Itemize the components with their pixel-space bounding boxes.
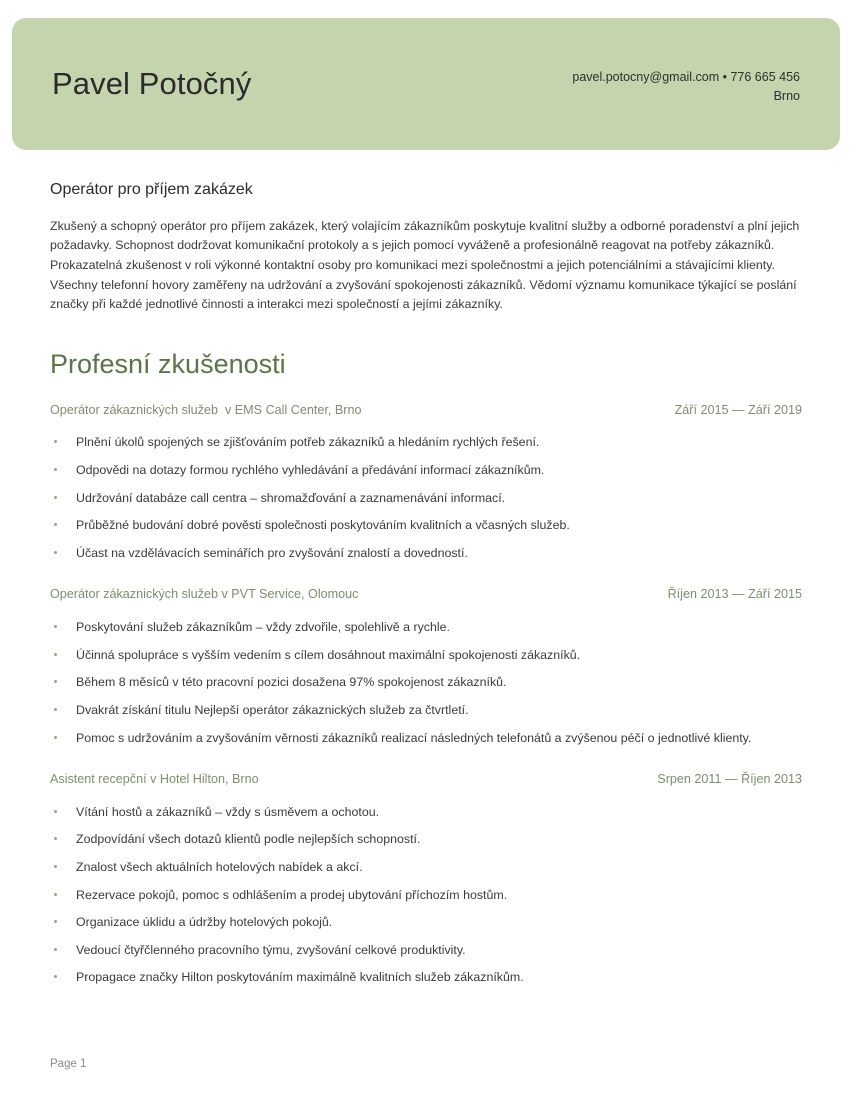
bullet-dot-icon (54, 948, 57, 951)
bullet-dot-icon (54, 468, 57, 471)
header-banner (12, 18, 840, 150)
bullet-dot-icon (54, 893, 57, 896)
experience-entry-header (50, 586, 802, 604)
section-experience (50, 349, 802, 987)
list-item-label: Účinná spolupráce s vyšším vedením s cílem dosáhnout maximální spokojenosti zákazníků. (76, 647, 581, 662)
bullet-dot-icon (54, 496, 57, 499)
header-inner (52, 18, 800, 150)
experience-bullet-list (50, 433, 802, 562)
contact-city: Brno (773, 89, 800, 103)
experience-entry-dates: Srpen 2011 — Říjen 2013 (657, 772, 802, 787)
list-item-label: Znalost všech aktuálních hotelových nabídek a akcí. (76, 860, 363, 874)
list-item (50, 830, 802, 849)
document-content (50, 180, 802, 989)
experience-bullet-list (50, 803, 802, 987)
list-item (50, 858, 802, 877)
experience-entry-role: Asistent recepční v Hotel Hilton, Brno (50, 772, 259, 787)
list-item (50, 516, 802, 535)
list-item (50, 941, 802, 960)
section-heading-experience: Profesní zkušenosti (50, 348, 286, 379)
bullet-dot-icon (54, 551, 57, 554)
experience-entry-list (50, 402, 802, 987)
bullet-dot-icon (54, 625, 57, 628)
contact-block (572, 62, 800, 107)
list-item-label: Během 8 měsíců v této pracovní pozici dosažena 97% spokojenost zákazníků. (76, 675, 507, 690)
bullet-dot-icon (54, 865, 57, 868)
list-item (50, 461, 802, 480)
experience-entry (50, 586, 802, 747)
experience-entry-role: Operátor zákaznických služeb v PVT Service, Olomouc (50, 587, 359, 602)
experience-entry (50, 771, 802, 987)
list-item-label: Rezervace pokojů, pomoc s odhlášením a prodej ubytování příchozím hostům. (76, 887, 508, 902)
list-item-label: Vedoucí čtyřčlenného pracovního týmu, zvyšování celkové produktivity. (76, 942, 466, 957)
list-item (50, 489, 802, 508)
list-item (50, 803, 802, 822)
list-item-label: Dvakrát získání titulu Nejlepší operátor zákaznických služeb za čtvrtletí. (76, 702, 469, 717)
experience-entry (50, 402, 802, 563)
list-item-label: Organizace úklidu a údržby hotelových pokojů. (76, 915, 333, 930)
profile-summary: Zkušený a schopný operátor pro příjem zakázek, který volajícím zákazníkům poskytuje kvalitní služby a odborné poradenství a plní jejich požadavky. Schopnost dodržovat komunikační protokoly a s jejich pomocí vyváženě a profesionálně reagovat na potřeby zákazníků. Prokazatelná zkušenost v roli výkonné kontaktní osoby pro komunikaci mezi společnostmi a jejich potenciálními a stávajícími klienty. Všechny telefonní hovory zaměřeny na udržování a zvyšování spokojenosti zákazníků. Vědomí významu komunikace týkající se poslání značky při každé jednotlivé činnosti a interakci mezi společností a jejími zákazníky. (50, 218, 800, 312)
list-item-label: Pomoc s udržováním a zvyšováním věrnosti zákazníků realizací následných telefonátů a zvýšenou péčí o jednotlivé klienty. (76, 730, 752, 745)
experience-entry-dates: Říjen 2013 — Září 2015 (667, 587, 802, 602)
list-item-label: Odpovědi na dotazy formou rychlého vyhledávání a předávání informací zákazníkům. (76, 463, 545, 478)
bullet-dot-icon (54, 736, 57, 739)
list-item (50, 886, 802, 905)
list-item (50, 913, 802, 932)
experience-entry-dates: Září 2015 — Září 2019 (674, 402, 802, 417)
list-item (50, 646, 802, 665)
list-item-label: Plnění úkolů spojených se zjišťováním potřeb zákazníků a hledáním rychlých řešení. (76, 435, 540, 450)
list-item (50, 673, 802, 692)
bullet-dot-icon (54, 708, 57, 711)
page-title: Pavel Potočný (52, 65, 252, 101)
bullet-dot-icon (54, 440, 57, 443)
list-item (50, 618, 802, 637)
list-item-label: Vítání hostů a zákazníků – vždy s úsměvem a ochotou. (76, 804, 380, 819)
experience-entry-header (50, 771, 802, 789)
list-item (50, 544, 802, 563)
bullet-dot-icon (54, 653, 57, 656)
list-item-label: Účast na vzdělávacích seminářích pro zvyšování znalostí a dovedností. (76, 545, 468, 560)
list-item-label: Průběžné budování dobré pověsti společnosti poskytováním kvalitních a včasných služeb. (76, 518, 570, 533)
profile-job-title: Operátor pro příjem zakázek (50, 181, 253, 198)
list-item (50, 729, 802, 748)
bullet-dot-icon (54, 920, 57, 923)
contact-email-phone: pavel.potocny@gmail.com • 776 665 456 (572, 69, 800, 84)
page-footer: Page 1 (50, 1058, 87, 1071)
bullet-dot-icon (54, 680, 57, 683)
bullet-dot-icon (54, 523, 57, 526)
list-item (50, 701, 802, 720)
experience-entry-role: Operátor zákaznických služeb v EMS Call Center, Brno (50, 402, 362, 417)
list-item-label: Udržování databáze call centra – shromažďování a zaznamenávání informací. (76, 490, 506, 505)
experience-entry-header (50, 402, 802, 420)
list-item (50, 968, 802, 987)
bullet-dot-icon (54, 975, 57, 978)
bullet-dot-icon (54, 810, 57, 813)
list-item (50, 433, 802, 452)
list-item-label: Poskytování služeb zákazníkům – vždy zdvořile, spolehlivě a rychle. (76, 620, 450, 635)
bullet-dot-icon (54, 837, 57, 840)
list-item-label: Propagace značky Hilton poskytováním maximálně kvalitních služeb zákazníkům. (76, 970, 524, 985)
experience-bullet-list (50, 618, 802, 747)
list-item-label: Zodpovídání všech dotazů klientů podle nejlepších schopností. (76, 832, 421, 847)
